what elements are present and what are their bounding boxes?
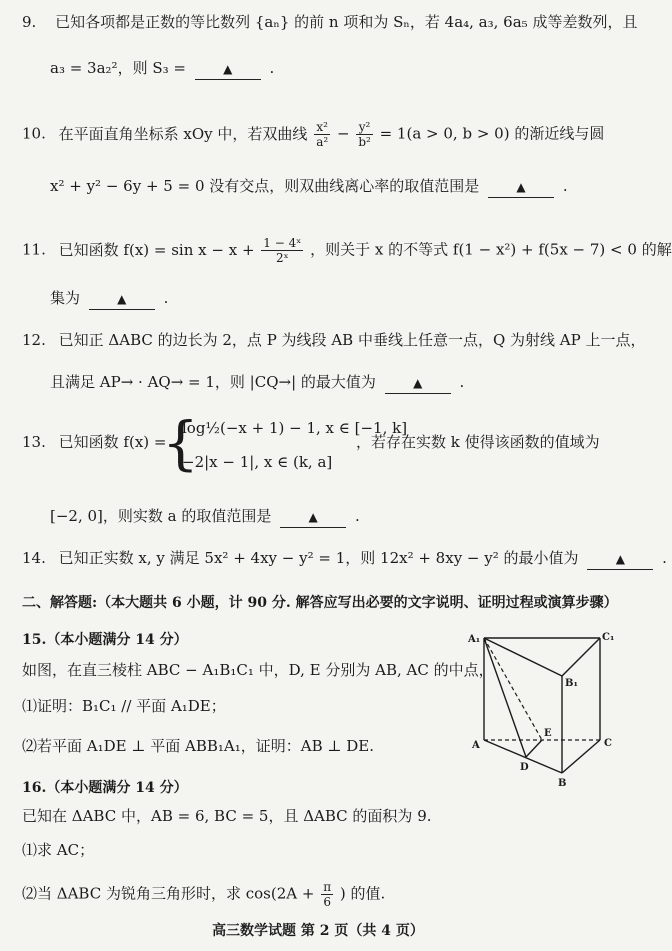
q10-fraction-x <box>314 120 330 149</box>
q12-answer-blank <box>385 372 451 394</box>
triangle-icon: ▲ <box>615 552 625 566</box>
q9-line2 <box>50 58 274 80</box>
q9-line1 <box>22 12 637 32</box>
q13-brace: { <box>162 409 199 477</box>
edge-b1c1 <box>562 638 600 676</box>
q13-text-post: ，若存在实数 k 使得该函数的值域为 <box>356 433 600 451</box>
label-c1: C₁ <box>602 632 615 643</box>
triangle-icon: ▲ <box>516 180 526 194</box>
edge-de <box>526 740 542 757</box>
q10-number: 10. <box>22 124 46 143</box>
q11-line1 <box>22 236 672 265</box>
q14-answer-blank <box>587 548 653 570</box>
q16-part2 <box>22 880 385 909</box>
q12-text: 已知正 ΔABC 的边长为 2，点 P 为线段 AB 中垂线上任意一点，Q 为射线 AP 上一点， <box>58 331 646 349</box>
q11-fraction <box>261 236 303 265</box>
q11-frac-num: 1 − 4ˣ <box>263 236 302 250</box>
q16-fraction <box>321 880 333 909</box>
q16-part1: ⑴求 AC； <box>22 841 95 859</box>
label-a1: A₁ <box>468 634 481 645</box>
q15-part2: ⑵若平面 A₁DE ⊥ 平面 ABB₁A₁，证明：AB ⊥ DE. <box>22 737 374 755</box>
q13-case1: log½(−x + 1) − 1, x ∈ [−1, k] <box>182 419 408 437</box>
q14-line1 <box>22 548 667 570</box>
q12-number: 12. <box>22 331 46 349</box>
q14-period: . <box>662 549 667 567</box>
q12-text2: 且满足 AP→ · AQ→ = 1，则 |CQ→| 的最大值为 <box>50 373 376 391</box>
q10-frac2-den: b² <box>358 135 371 149</box>
q16-title: 16.（本小题满分 14 分） <box>22 780 188 796</box>
triangle-icon: ▲ <box>308 510 318 524</box>
q12-line1 <box>22 330 645 350</box>
q13-number: 13. <box>22 433 46 451</box>
q12-line2 <box>50 372 464 394</box>
edge-a1e-hidden <box>484 638 542 740</box>
q14-number: 14. <box>22 549 46 567</box>
q13-period: . <box>354 507 360 525</box>
q9-text: 已知各项都是正数的等比数列 {aₙ} 的前 n 项和为 Sₙ，若 4a₄, a₃, 6a₅ 成等差数列，且 <box>55 13 638 31</box>
edge-bc <box>562 740 600 773</box>
q16-frac-num: π <box>323 880 332 894</box>
label-b1: B₁ <box>565 678 578 689</box>
q11-period: . <box>163 289 169 307</box>
triangle-icon: ▲ <box>117 292 127 306</box>
triangle-icon: ▲ <box>223 62 233 76</box>
q9-number: 9. <box>22 13 37 31</box>
label-d: D <box>520 762 529 773</box>
q9-text2: a₃ = 3a₂²，则 S₃ = <box>50 59 186 77</box>
label-c: C <box>604 738 612 749</box>
q10-answer-blank <box>488 176 554 198</box>
q16-frac-den: 6 <box>323 895 331 909</box>
q11-text-post: ，则关于 x 的不等式 f(1 − x²) + f(5x − 7) < 0 的解 <box>310 240 672 259</box>
q10-line1 <box>22 120 604 149</box>
q10-frac1-num: x² <box>314 120 330 135</box>
triangle-icon: ▲ <box>413 376 423 390</box>
q13-text: 已知函数 f(x) = <box>58 433 167 451</box>
q14-text: 已知正实数 x, y 满足 5x² + 4xy − y² = 1，则 12x² + 8xy − y² 的最小值为 <box>58 549 579 567</box>
q12-period: . <box>459 373 465 391</box>
q11-answer-blank <box>89 288 155 310</box>
q11-line2 <box>50 288 168 310</box>
page-footer: 高三数学试题 第 2 页（共 4 页） <box>212 923 424 939</box>
q13-case2: −2|x − 1|, x ∈ (k, a] <box>182 453 333 471</box>
q11-number: 11. <box>22 240 46 259</box>
q10-fraction-y <box>356 120 373 149</box>
q10-text: 在平面直角坐标系 xOy 中，若双曲线 <box>58 124 308 143</box>
q15-text: 如图，在直三棱柱 ABC − A₁B₁C₁ 中，D, E 分别为 AB, AC 的中点， <box>22 661 494 679</box>
q10-frac1-den: a² <box>316 135 329 149</box>
q11-text2: 集为 <box>50 289 81 307</box>
q13-line1-label <box>22 432 166 452</box>
q16-part2-text: ⑵当 ΔABC 为锐角三角形时，求 cos(2A + <box>22 884 315 903</box>
section-heading: 二、解答题:（本大题共 6 小题，计 90 分. 解答应写出必要的文字说明、证明过程或演算步骤） <box>22 595 618 611</box>
q13-answer-blank <box>280 506 346 528</box>
label-e: E <box>544 728 552 739</box>
q15-part1: ⑴证明：B₁C₁ // 平面 A₁DE； <box>22 697 226 715</box>
q10-frac2-num: y² <box>356 120 373 135</box>
q10-period: . <box>562 177 568 195</box>
q16-text: 已知在 ΔABC 中，AB = 6, BC = 5，且 ΔABC 的面积为 9. <box>22 807 432 825</box>
q10-text-post: = 1(a > 0, b > 0) 的渐近线与圆 <box>379 124 605 143</box>
q9-period: . <box>269 59 275 77</box>
q15-title: 15.（本小题满分 14 分） <box>22 632 188 648</box>
label-b: B <box>558 778 567 789</box>
q13-line2 <box>50 506 360 528</box>
q9-answer-blank <box>195 58 261 80</box>
q10-text2: x² + y² − 6y + 5 = 0 没有交点，则双曲线离心率的取值范围是 <box>50 177 480 195</box>
q10-line2 <box>50 176 568 198</box>
prism-figure <box>462 628 622 788</box>
q11-frac-den: 2ˣ <box>275 251 289 265</box>
q13-text2: [−2, 0]，则实数 a 的取值范围是 <box>50 507 272 525</box>
q10-minus: − <box>336 124 350 143</box>
label-a: A <box>472 740 480 751</box>
q11-text: 已知函数 f(x) = sin x − x + <box>58 240 255 259</box>
q16-part2-post: ) 的值. <box>339 884 386 903</box>
